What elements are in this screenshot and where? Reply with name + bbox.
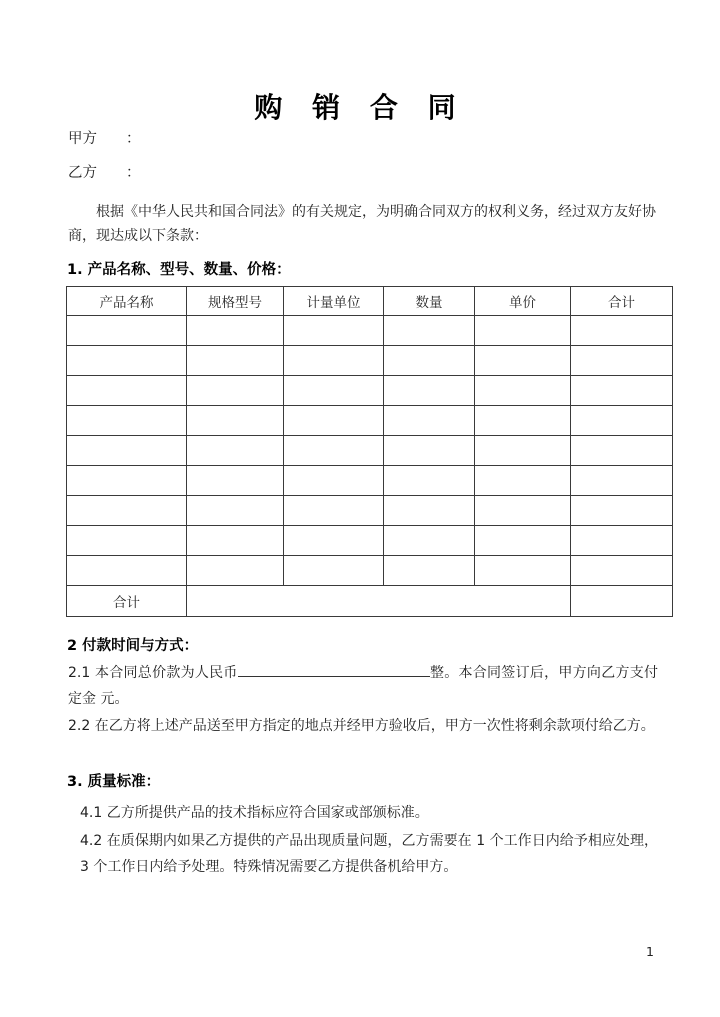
table-cell[interactable] [187, 556, 284, 586]
table-row [67, 346, 673, 376]
table-header-quantity: 数量 [384, 287, 475, 316]
table-cell[interactable] [67, 556, 187, 586]
table-cell[interactable] [571, 556, 673, 586]
table-cell[interactable] [475, 496, 571, 526]
table-row [67, 466, 673, 496]
table-cell[interactable] [384, 466, 475, 496]
table-cell[interactable] [187, 436, 284, 466]
clause-4-1: 4.1 乙方所提供产品的技术指标应符合国家或部颁标准。 [80, 805, 429, 821]
table-cell[interactable] [67, 466, 187, 496]
table-cell[interactable] [384, 316, 475, 346]
table-footer [67, 586, 673, 617]
table-body [67, 316, 673, 586]
clause-4-2: 4.2 在质保期内如果乙方提供的产品出现质量问题，乙方需要在 1 个工作日内给予相应处理，3 个工作日内给予处理。特殊情况需要乙方提供备机给甲方。 [80, 833, 658, 875]
table-cell[interactable] [67, 496, 187, 526]
table-cell[interactable] [284, 436, 384, 466]
product-table [66, 286, 673, 617]
table-total-row [67, 586, 673, 617]
table-header-spec-model: 规格型号 [187, 287, 284, 316]
table-cell[interactable] [187, 526, 284, 556]
table-row [67, 376, 673, 406]
table-cell[interactable] [475, 466, 571, 496]
table-header-unit-price: 单价 [475, 287, 571, 316]
table-cell[interactable] [284, 346, 384, 376]
table-cell[interactable] [284, 316, 384, 346]
table-cell[interactable] [384, 496, 475, 526]
party-a-row [68, 127, 140, 148]
table-row [67, 526, 673, 556]
table-cell[interactable] [384, 376, 475, 406]
table-cell[interactable] [284, 376, 384, 406]
table-header-row [67, 287, 673, 316]
table-header [67, 287, 673, 316]
table-cell[interactable] [284, 496, 384, 526]
table-cell[interactable] [67, 376, 187, 406]
clause-2-1 [68, 660, 658, 712]
table-cell[interactable] [67, 436, 187, 466]
table-cell[interactable] [187, 466, 284, 496]
party-b-label: 乙方 [68, 165, 97, 181]
table-cell[interactable] [67, 526, 187, 556]
party-b-row [68, 161, 140, 182]
table-cell[interactable] [571, 526, 673, 556]
table-cell[interactable] [475, 436, 571, 466]
table-cell[interactable] [67, 346, 187, 376]
intro-paragraph: 根据《中华人民共和国合同法》的有关规定，为明确合同双方的权利义务，经过双方友好协商，现达成以下条款： [68, 204, 656, 244]
section-1-heading: 1. 产品名称、型号、数量、价格： [67, 262, 291, 278]
table-cell[interactable] [475, 526, 571, 556]
table-cell[interactable] [187, 376, 284, 406]
table-row [67, 556, 673, 586]
party-a-label: 甲方 [68, 131, 97, 147]
table-cell[interactable] [284, 466, 384, 496]
table-cell[interactable] [475, 316, 571, 346]
clause-2-1-text-before: 2.1 本合同总价款为人民币 [68, 665, 238, 681]
table-cell[interactable] [571, 496, 673, 526]
table-cell[interactable] [284, 556, 384, 586]
table-cell[interactable] [384, 346, 475, 376]
page-number: 1 [646, 944, 654, 959]
table-cell[interactable] [384, 406, 475, 436]
table-cell[interactable] [475, 406, 571, 436]
table-row [67, 496, 673, 526]
table-cell[interactable] [187, 406, 284, 436]
party-b-colon: ： [126, 165, 141, 181]
section-2-heading: 2 付款时间与方式： [67, 638, 199, 654]
table-cell[interactable] [284, 526, 384, 556]
table-cell[interactable] [67, 316, 187, 346]
table-total-label: 合计 [67, 586, 187, 617]
table-total-sum-cell[interactable] [571, 586, 673, 617]
section-3-heading: 3. 质量标准： [67, 774, 161, 790]
table-cell[interactable] [571, 316, 673, 346]
clause-2-1-text-after: 整。本合同签订后，甲方向乙方支付定金 元。 [68, 665, 659, 707]
party-a-colon: ： [126, 131, 141, 147]
table-cell[interactable] [384, 436, 475, 466]
total-amount-blank[interactable] [238, 661, 430, 677]
table-cell[interactable] [475, 556, 571, 586]
table-cell[interactable] [187, 346, 284, 376]
table-cell[interactable] [571, 346, 673, 376]
table-row [67, 436, 673, 466]
table-cell[interactable] [187, 496, 284, 526]
table-header-unit: 计量单位 [284, 287, 384, 316]
table-cell[interactable] [571, 466, 673, 496]
table-cell[interactable] [284, 406, 384, 436]
table-row [67, 316, 673, 346]
table-cell[interactable] [384, 556, 475, 586]
table-cell[interactable] [475, 346, 571, 376]
table-header-subtotal: 合计 [571, 287, 673, 316]
table-cell[interactable] [67, 406, 187, 436]
table-cell[interactable] [384, 526, 475, 556]
table-cell[interactable] [187, 316, 284, 346]
table-cell[interactable] [571, 406, 673, 436]
page-title: 购 销 合 同 [254, 91, 466, 124]
table-total-merged-cell[interactable] [187, 586, 571, 617]
clause-2-2: 2.2 在乙方将上述产品送至甲方指定的地点并经甲方验收后，甲方一次性将剩余款项付给乙方。 [68, 718, 655, 734]
table-row [67, 406, 673, 436]
table-cell[interactable] [571, 436, 673, 466]
table-cell[interactable] [571, 376, 673, 406]
table-header-product-name: 产品名称 [67, 287, 187, 316]
table-cell[interactable] [475, 376, 571, 406]
